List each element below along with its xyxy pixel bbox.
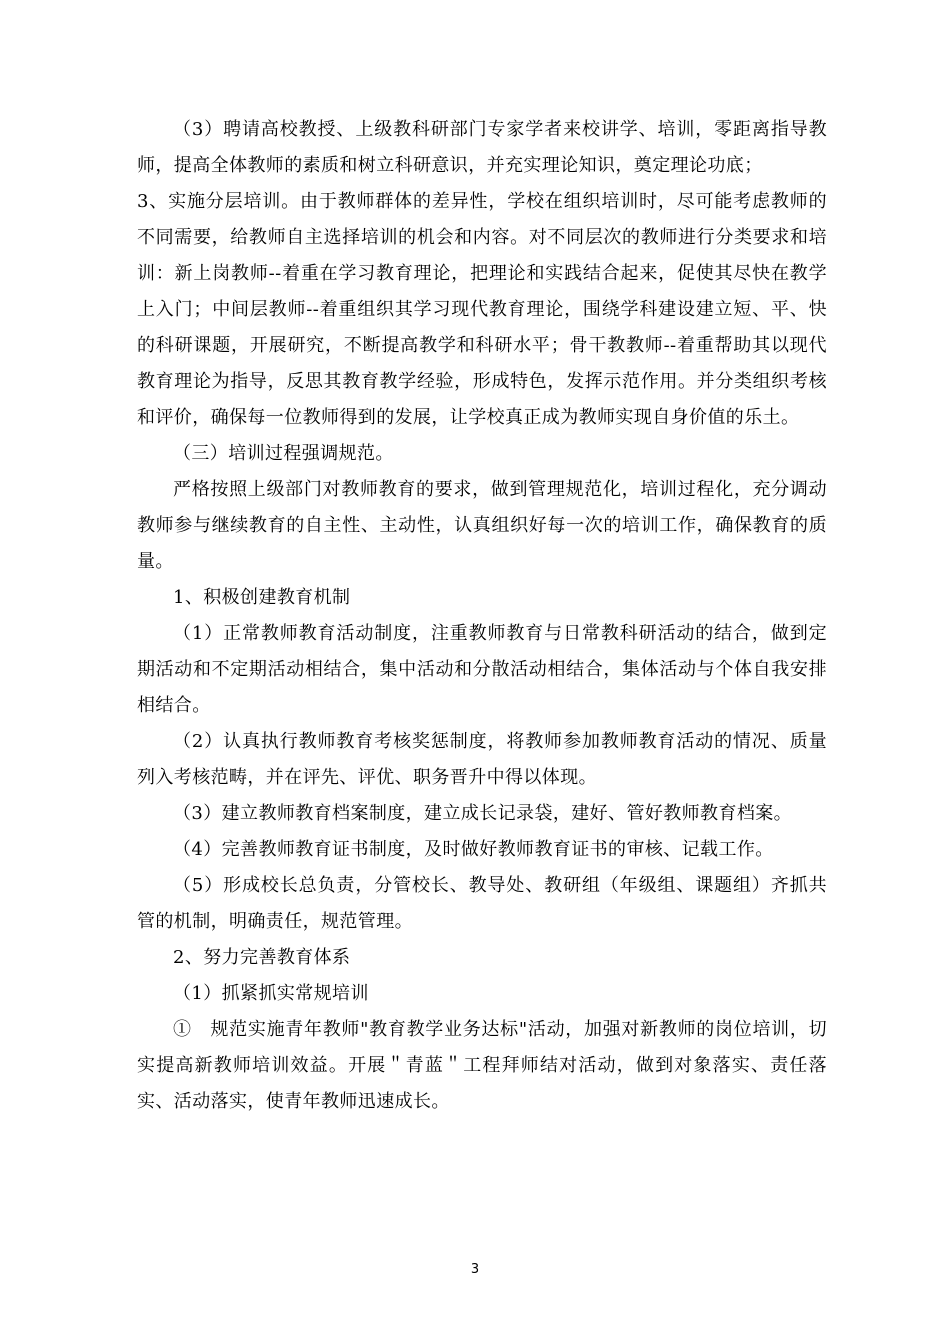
paragraph-young-teachers: ① 规范实施青年教师"教育教学业务达标"活动，加强对新教师的岗位培训，切实提高新教师培训效益。开展＂青蓝＂工程拜师结对活动，做到对象落实、责任落实、活动落实，使青年教师迅速成长。 [137, 1019, 827, 1112]
heading-routine-training: （1）抓紧抓实常规培训 [173, 983, 369, 1004]
heading-create-mechanism: 1、积极创建教育机制 [173, 587, 351, 608]
paragraph-strict-requirements: 严格按照上级部门对教师教育的要求，做到管理规范化，培训过程化，充分调动教师参与继续教育的自主性、主动性，认真组织好每一次的培训工作，确保教育的质量。 [137, 479, 827, 572]
paragraph-activity-system: （1）正常教师教育活动制度，注重教师教育与日常教科研活动的结合，做到定期活动和不定期活动相结合，集中活动和分散活动相结合，集体活动与个体自我安排相结合。 [137, 623, 827, 716]
page-number: 3 [470, 1262, 480, 1277]
paragraph-layered-training: 3、实施分层培训。由于教师群体的差异性，学校在组织培训时，尽可能考虑教师的不同需要，给教师自主选择培训的机会和内容。对不同层次的教师进行分类要求和培训：新上岗教师--着重在学习教育理论，把理论和实践结合起来，促使其尽快在教学上入门；中间层教师--着重组织其学习现代教育理论，围绕学科建设建立短、平、快的科研课题，开展研究，不断提高教学和科研水平；骨干教教师--着重帮助其以现代教育理论为指导，反思其教育教学经验，形成特色，发挥示范作用。并分类组织考核和评价，确保每一位教师得到的发展，让学校真正成为教师实现自身价值的乐土。 [137, 191, 827, 428]
paragraph-invite-experts: （3）聘请高校教授、上级教科研部门专家学者来校讲学、培训，零距离指导教师，提高全体教师的素质和树立科研意识，并充实理论知识，奠定理论功底； [137, 119, 827, 176]
paragraph-responsibility-mechanism: （5）形成校长总负责，分管校长、教导处、教研组（年级组、课题组）齐抓共管的机制，明确责任，规范管理。 [137, 875, 827, 932]
paragraph-archive-system: （3）建立教师教育档案制度，建立成长记录袋，建好、管好教师教育档案。 [173, 803, 793, 824]
document-body [137, 112, 827, 1120]
paragraph-certificate-system: （4）完善教师教育证书制度，及时做好教师教育证书的审核、记载工作。 [173, 839, 774, 860]
paragraph-assessment-system: （2）认真执行教师教育考核奖惩制度，将教师参加教师教育活动的情况、质量列入考核范畴，并在评先、评优、职务晋升中得以体现。 [137, 731, 827, 788]
section-heading-training-process: （三）培训过程强调规范。 [173, 443, 394, 464]
heading-improve-system: 2、努力完善教育体系 [173, 947, 351, 968]
